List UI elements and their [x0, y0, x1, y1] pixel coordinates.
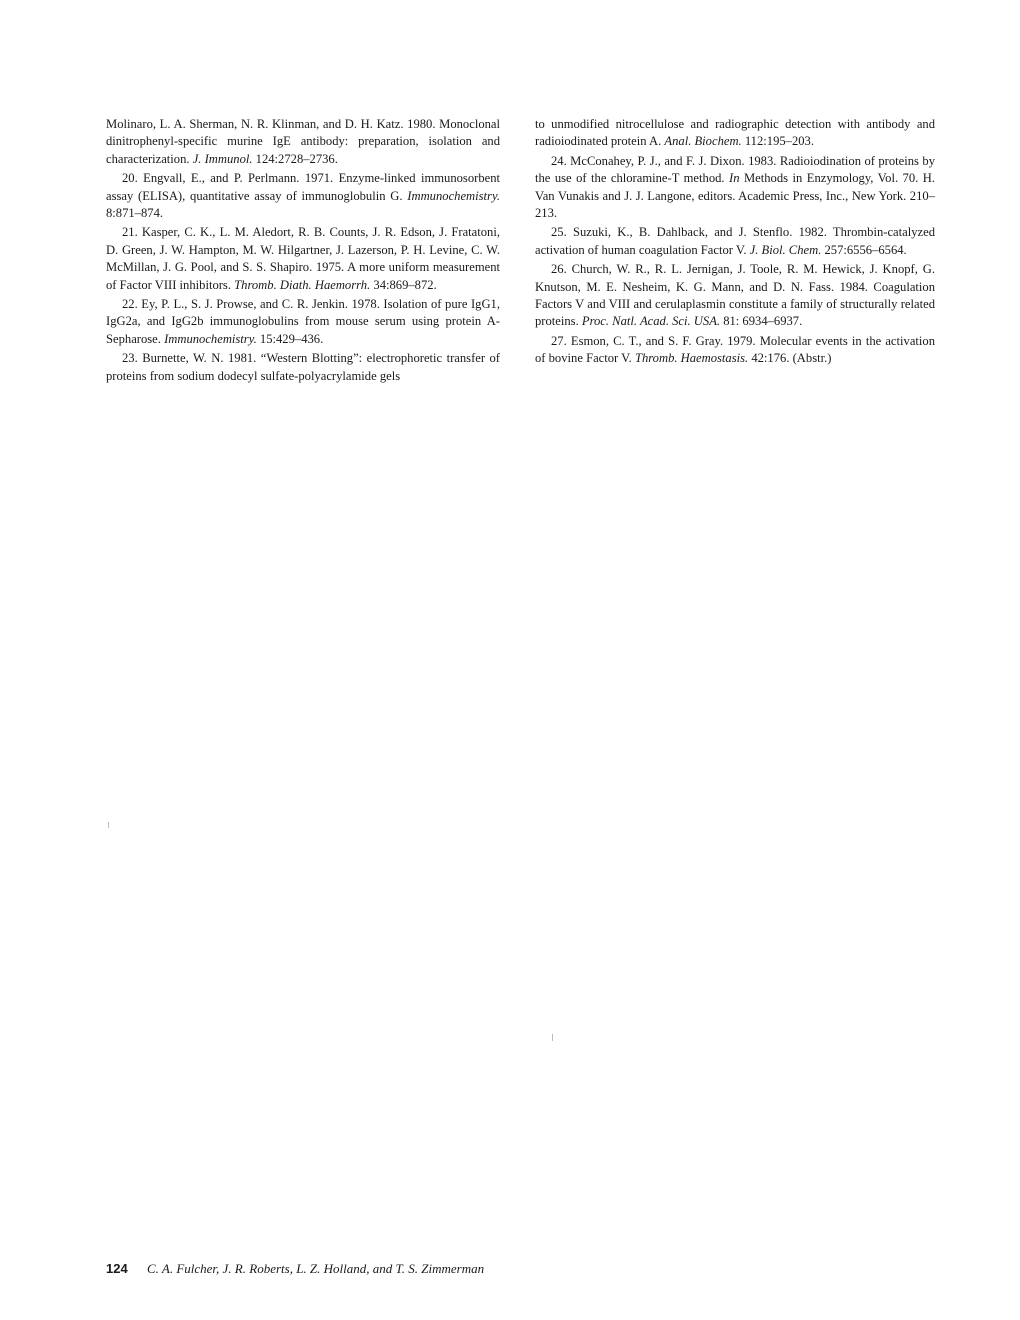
reference-text: 20. Engvall, E., and P. Perlmann. 1971. Enzyme-linked immunosorbent assay (ELISA), quantitative assay of immunoglobulin G.: [106, 171, 500, 203]
reference-text: 25. Suzuki, K., B. Dahlback, and J. Stenflo. 1982. Thrombin-catalyzed activation of human coagulation Factor V.: [535, 225, 935, 257]
reference-ref-25: [535, 224, 935, 259]
references-right-column: [535, 116, 935, 370]
reference-ref-23: [106, 350, 500, 385]
reference-text: Methods in Enzymology, Vol. 70. H. Van Vunakis and J. J. Langone, editors. Academic Press, Inc., New York. 210–213.: [535, 171, 935, 221]
reference-journal: J. Biol. Chem.: [749, 242, 822, 257]
reference-text: 26. Church, W. R., R. L. Jernigan, J. Toole, R. M. Hewick, J. Knopf, G. Knutson, M. E. Nesheim, K. G. Mann, and D. N. Fass. 1984. Coagulation Factors V and VIII and cerulaplasmin constitute a family of structurally related proteins.: [535, 262, 935, 329]
reference-journal: Immunochemistry.: [407, 188, 500, 203]
reference-text: 257:6556–6564.: [821, 242, 907, 257]
reference-text: 34:869–872.: [370, 277, 437, 292]
reference-ref-20: [106, 170, 500, 222]
reference-text: 21. Kasper, C. K., L. M. Aledort, R. B. Counts, J. R. Edson, J. Fratatoni, D. Green, J. W. Hampton, M. W. Hilgartner, J. Lazerson, P. H. Levine, C. W. McMillan, J. G. Pool, and S. S. Shapiro. 1975. A more uniform measurement of Factor VIII inhibitors.: [106, 225, 500, 292]
reference-journal: Immunochemistry.: [164, 331, 257, 346]
reference-text: to unmodified nitrocellulose and radiographic detection with antibody and radioiodinated protein A.: [535, 117, 935, 149]
reference-text: 42:176. (Abstr.): [748, 351, 832, 366]
reference-journal: Anal. Biochem.: [664, 134, 742, 149]
reference-journal: Proc. Natl. Acad. Sci. USA.: [581, 314, 721, 329]
reference-ref-27: [535, 333, 935, 368]
reference-text: Molinaro, L. A. Sherman, N. R. Klinman, and D. H. Katz. 1980. Monoclonal dinitrophenyl-specific murine IgE antibody: preparation, isolation and characterization.: [106, 117, 500, 166]
scan-speck: [108, 822, 109, 828]
page-footer: [106, 1261, 484, 1277]
reference-journal: J. Immunol.: [192, 151, 253, 166]
reference-ref-24: [535, 153, 935, 223]
reference-journal: In: [729, 171, 740, 186]
reference-text: 8:871–874.: [106, 206, 164, 221]
reference-text: 112:195–203.: [741, 134, 815, 149]
reference-text: 22. Ey, P. L., S. J. Prowse, and C. R. Jenkin. 1978. Isolation of pure IgG1, IgG2a, and IgG2b immunoglobulins from mouse serum using protein A-Sepharose.: [106, 297, 500, 346]
page-number: 124: [106, 1261, 128, 1276]
references-left-column: [106, 116, 500, 387]
reference-text: 24. McConahey, P. J., and F. J. Dixon. 1983. Radioiodination of proteins by the use of the chloramine-T method.: [535, 153, 935, 186]
reference-journal: Thromb. Haemostasis.: [634, 351, 749, 366]
scan-speck: [552, 1034, 553, 1041]
reference-text: 15:429–436.: [256, 331, 324, 346]
reference-ref-21: [106, 224, 500, 294]
reference-cont: [106, 116, 500, 168]
reference-text: 124:2728–2736.: [252, 151, 338, 166]
reference-ref-22: [106, 296, 500, 348]
reference-text: 23. Burnette, W. N. 1981. “Western Blotting”: electrophoretic transfer of proteins from sodium dodecyl sulfate-polyacrylamide gels: [106, 351, 500, 383]
reference-text: 27. Esmon, C. T., and S. F. Gray. 1979. Molecular events in the activation of bovine Factor V.: [535, 333, 935, 366]
reference-text: 81: 6934–6937.: [720, 314, 803, 329]
running-authors: C. A. Fulcher, J. R. Roberts, L. Z. Holland, and T. S. Zimmerman: [146, 1261, 485, 1276]
reference-ref-26: [535, 261, 935, 331]
reference-journal: Thromb. Diath. Haemorrh.: [234, 277, 371, 292]
reference-ref-23-cont: [535, 116, 935, 151]
